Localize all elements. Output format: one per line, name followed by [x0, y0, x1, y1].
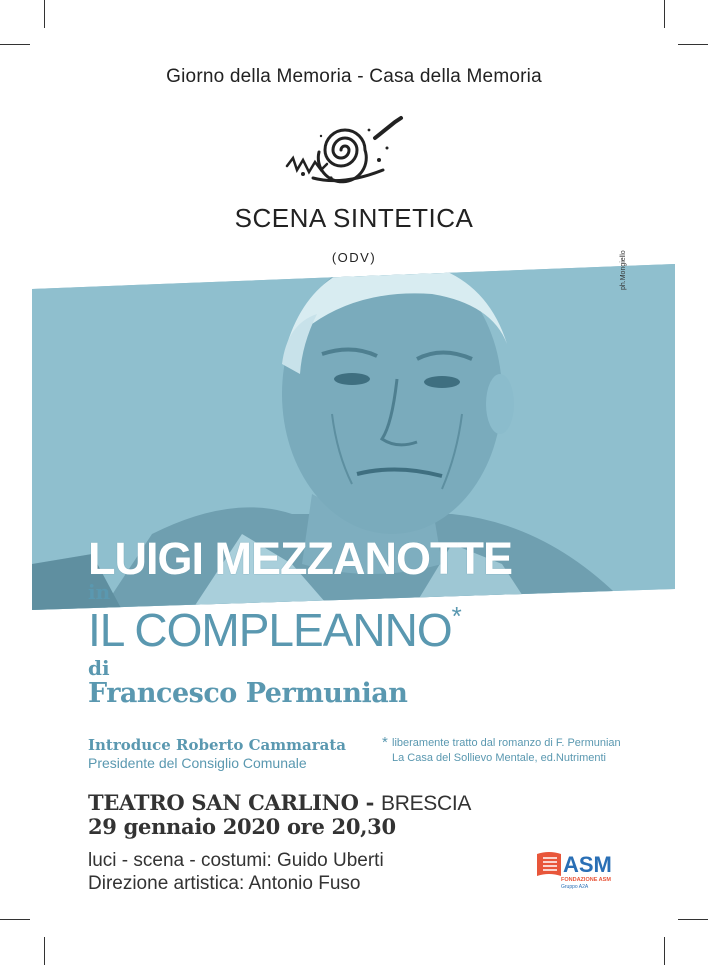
sponsor-line-1: FONDAZIONE ASM — [561, 877, 611, 883]
crop-mark — [678, 919, 708, 920]
crop-mark — [44, 937, 45, 965]
event-header: Giorno della Memoria - Casa della Memoria — [166, 66, 542, 87]
crop-mark — [0, 44, 30, 45]
show-title — [88, 603, 461, 657]
credits-design: luci - scena - costumi: Guido Uberti — [88, 850, 384, 871]
venue-city: BRESCIA — [381, 792, 472, 815]
crop-mark — [664, 937, 665, 965]
crop-mark — [0, 919, 30, 920]
sponsor-logo-icon — [535, 848, 631, 892]
sponsor-logo-text: ASM — [563, 852, 612, 877]
credits-direction: Direzione artistica: Antonio Fuso — [88, 873, 361, 894]
connector-di: di — [88, 656, 110, 680]
note-line-2: La Casa del Sollievo Mentale, ed.Nutrimenti — [392, 752, 607, 764]
venue — [88, 790, 471, 816]
title-asterisk: * — [451, 601, 461, 631]
sponsor-line-2: Gruppo A2A — [561, 884, 589, 890]
connector-in: in — [88, 580, 111, 604]
author-name: Francesco Permunian — [88, 678, 408, 709]
company-status: (ODV) — [331, 250, 377, 265]
adaptation-note — [382, 736, 642, 766]
crop-mark — [44, 0, 45, 28]
event-date: 29 gennaio 2020 ore 20,30 — [88, 814, 396, 839]
crop-mark — [678, 44, 708, 45]
photo-credit: ph.Mongiello — [620, 250, 627, 290]
intro-presenter: Introduce Roberto Cammarata — [88, 736, 347, 754]
actor-name: LUIGI MEZZANOTTE — [88, 533, 512, 584]
venue-theatre: TEATRO SAN CARLINO - — [88, 790, 382, 815]
crop-mark — [664, 0, 665, 28]
company-name: SCENA SINTETICA — [234, 203, 474, 233]
snail-spiral-logo-icon — [283, 108, 413, 188]
note-asterisk: * — [382, 734, 388, 751]
show-title-text: IL COMPLEANNO — [88, 604, 452, 656]
intro-role: Presidente del Consiglio Comunale — [88, 755, 307, 771]
note-line-1: liberamente tratto dal romanzo di F. Permunian — [392, 737, 621, 749]
